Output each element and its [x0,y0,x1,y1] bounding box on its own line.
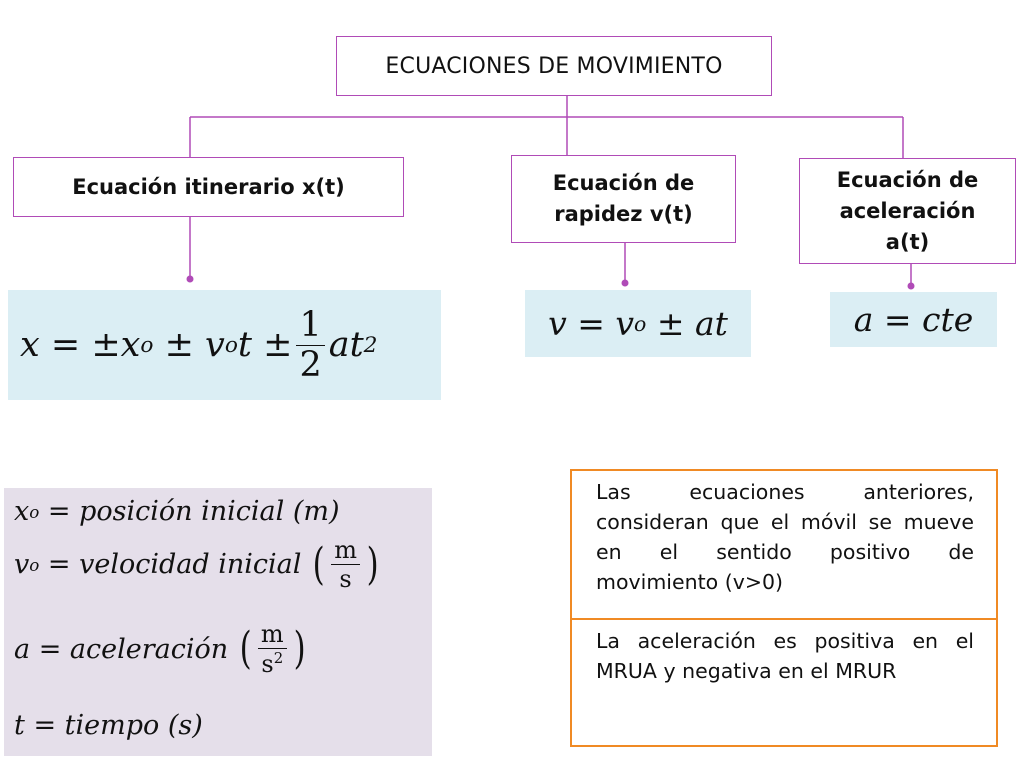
unit-paren-open: ( [312,538,325,590]
unit-paren-close: ) [366,538,379,590]
formula-position-term-d-sup: 2 [363,332,378,358]
definition-text: tiempo [64,710,160,741]
definition-time: t = tiempo (s) [14,710,203,741]
definition-symbol: v [14,549,30,580]
formula-position-term-a-sub: o [140,332,154,358]
connector-dot-x [187,276,194,283]
note-acceleration-sign: La aceleración es positiva en el MRUA y negativa en el MRUR [572,618,996,746]
unit-denominator-sup: 2 [273,649,284,667]
connector-dot-v [622,280,629,287]
unit-paren-open: ( [239,623,252,674]
formula-position: x = ±x o ± v o t ± $\frac{1}{2}$ at 2 [8,290,441,400]
formula-position-term-b-sub: o [224,332,238,358]
formula-velocity-term-a: v [615,304,635,343]
definition-symbol: x [14,496,30,527]
node-position-equation: Ecuación itinerario x(t) [13,157,404,217]
definition-unit-fraction [331,538,360,591]
formula-acceleration-lhs: a [853,300,874,339]
formula-velocity: v = v o ± at [525,290,751,357]
formula-velocity-lhs: v [548,304,567,343]
definition-unit: (m) [292,496,340,527]
formula-position-fraction [296,304,324,385]
formula-velocity-term-b: ± at [656,304,728,343]
diagram-title: ECUACIONES DE MOVIMIENTO [336,36,772,96]
fraction-denominator: 2 [299,344,322,385]
definition-symbol: t [14,710,25,741]
definitions-panel [4,488,432,756]
fraction-numerator: 1 [296,308,324,346]
definition-text: posición inicial [79,496,285,527]
definition-acceleration: a = aceleración ( $\frac{m}{s^2}$ ) [14,620,306,678]
definition-unit-fraction [258,622,287,676]
formula-position-term-a: ±x [91,325,141,365]
unit-numerator: m [331,538,360,565]
definition-symbol-sub: o [29,501,40,522]
formula-velocity-term-a-sub: o [634,311,647,336]
connector-dot-a [908,283,915,290]
note-positive-direction: Las ecuaciones anteriores, consideran que el móvil se mueve en el sentido positivo de movimiento (v>0) [596,480,974,594]
definition-symbol-sub: o [29,554,40,575]
definition-text: aceleración [69,633,229,665]
formula-position-term-d: at [328,325,364,365]
definition-symbol: a [14,633,31,665]
formula-acceleration-rhs: cte [922,300,974,339]
node-acceleration-equation: Ecuación de aceleración a(t) [799,158,1016,264]
formula-acceleration: a = cte [830,292,997,347]
unit-numerator: m [258,622,287,649]
unit-denominator [258,649,286,676]
unit-paren-close: ) [293,623,306,674]
definition-initial-position: x o = posición inicial (m) [14,496,340,527]
formula-position-lhs: x [20,325,40,365]
node-velocity-equation: Ecuación de rapidez v(t) [511,155,736,243]
definition-text: velocidad inicial [79,549,302,580]
unit-denominator-base: s [261,650,274,678]
formula-position-term-b: ± v [164,325,225,365]
notes-panel [570,469,998,747]
definition-initial-velocity: v o = velocidad inicial ( $\frac{m}{s}$ ) [14,536,379,593]
formula-position-term-c: t ± [237,325,293,365]
unit-denominator: s [339,565,352,593]
definition-unit: (s) [167,710,203,741]
